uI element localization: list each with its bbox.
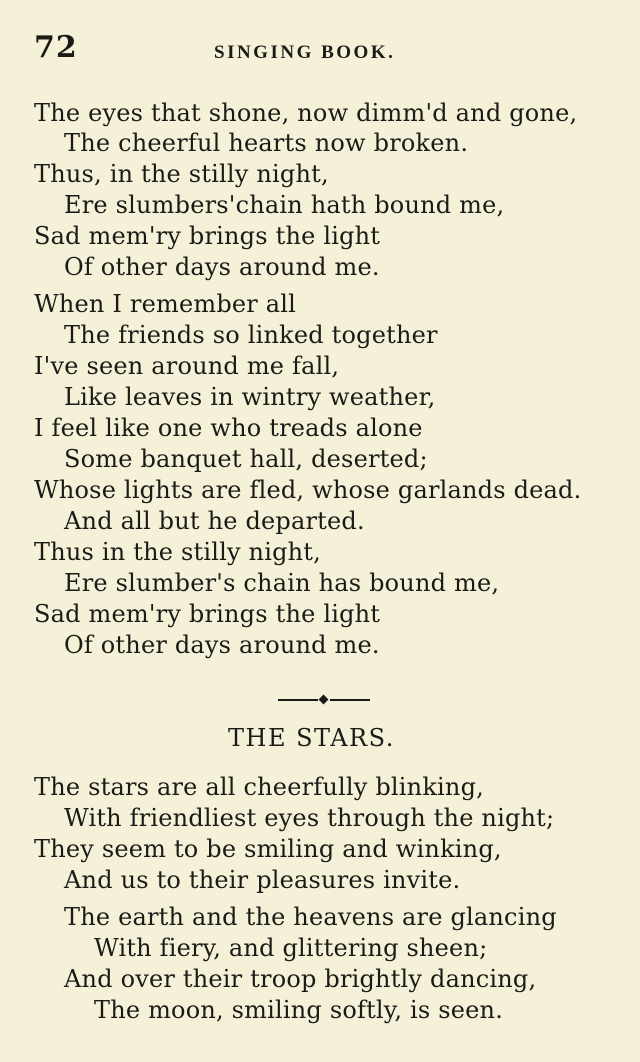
poem-line: Some banquet hall, deserted; bbox=[64, 445, 428, 473]
poem-line: The cheerful hearts now broken. bbox=[64, 129, 469, 157]
poem-line: Sad mem'ry brings the light bbox=[34, 600, 381, 628]
poem-line: Whose lights are fled, whose garlands dead. bbox=[34, 476, 582, 504]
page-header bbox=[34, 30, 634, 70]
poem-line: When I remember all bbox=[34, 290, 297, 318]
poem-line: I feel like one who treads alone bbox=[34, 414, 423, 442]
poem-line: With friendliest eyes through the night; bbox=[64, 804, 555, 832]
divider-rule-right bbox=[330, 699, 370, 701]
running-title: SINGING BOOK. bbox=[214, 42, 396, 63]
poem-title: THE STARS. bbox=[228, 724, 395, 752]
divider-rule-left bbox=[278, 699, 318, 701]
poem-line: Of other days around me. bbox=[64, 631, 380, 659]
poem-line: They seem to be smiling and winking, bbox=[34, 835, 502, 863]
poem-line: And us to their pleasures invite. bbox=[64, 866, 461, 894]
poem-line: Thus in the stilly night, bbox=[34, 538, 321, 566]
poem-line: The stars are all cheerfully blinking, bbox=[34, 773, 484, 801]
section-divider bbox=[278, 698, 370, 702]
poem-line: The friends so linked together bbox=[64, 321, 438, 349]
poem-line: Ere slumbers'chain hath bound me, bbox=[64, 191, 505, 219]
poem-line: Ere slumber's chain has bound me, bbox=[64, 569, 500, 597]
poem-line: And all but he departed. bbox=[64, 507, 365, 535]
poem-line: Sad mem'ry brings the light bbox=[34, 222, 381, 250]
poem-line: Like leaves in wintry weather, bbox=[64, 383, 436, 411]
page-number: 72 bbox=[34, 30, 78, 65]
poem-line: The earth and the heavens are glancing bbox=[64, 903, 557, 931]
poem-line: With fiery, and glittering sheen; bbox=[94, 934, 488, 962]
poem-line: Thus, in the stilly night, bbox=[34, 160, 329, 188]
poem-line: The eyes that shone, now dimm'd and gone, bbox=[34, 99, 578, 127]
poem-line: Of other days around me. bbox=[64, 253, 380, 281]
poem-line: And over their troop brightly dancing, bbox=[64, 965, 537, 993]
divider-diamond-icon bbox=[319, 695, 329, 705]
poem-line: I've seen around me fall, bbox=[34, 352, 340, 380]
poem-line: The moon, smiling softly, is seen. bbox=[94, 996, 504, 1024]
